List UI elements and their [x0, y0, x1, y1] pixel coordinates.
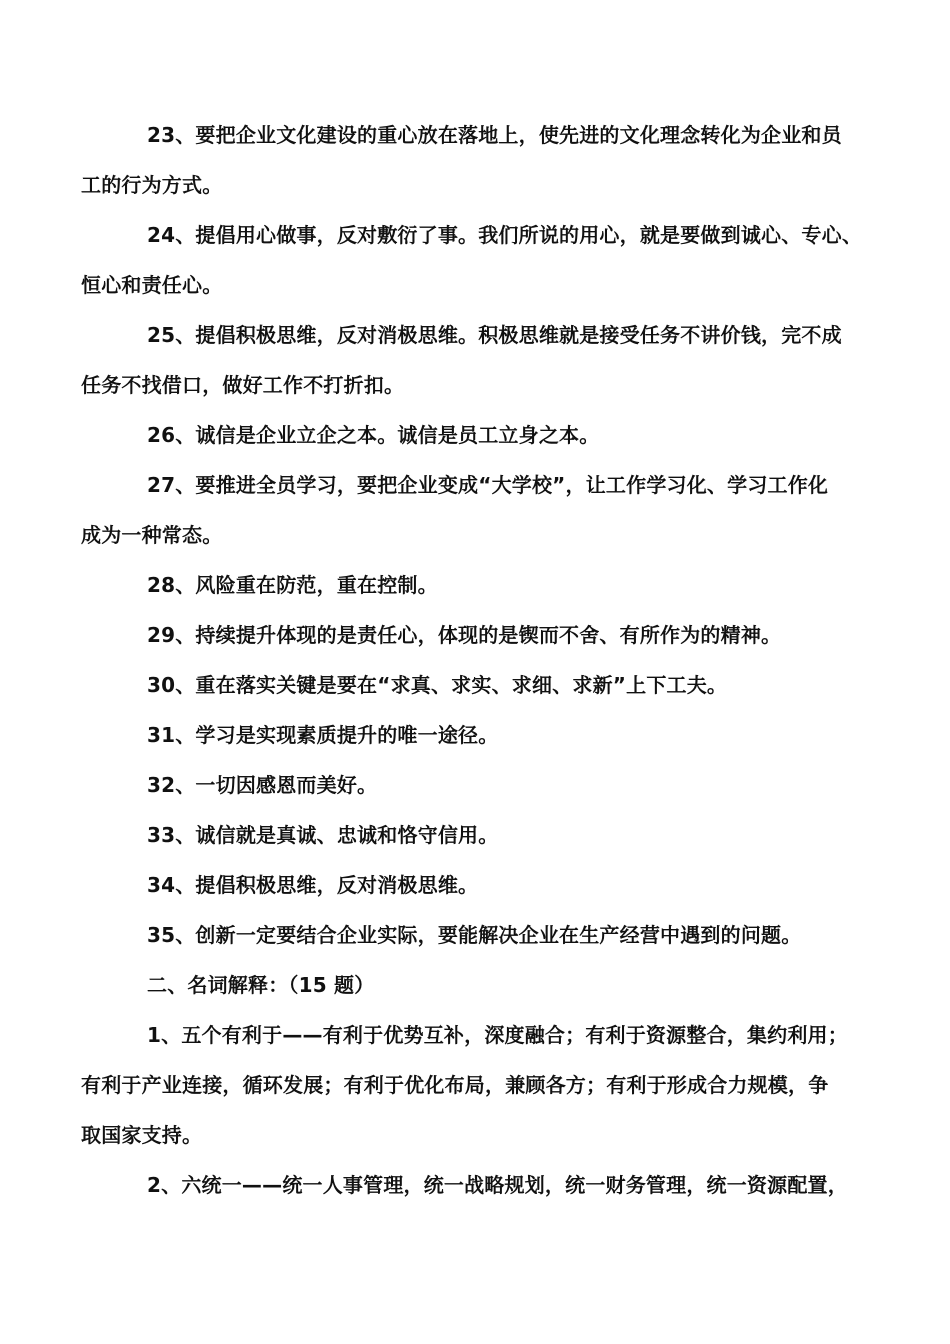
- term-1-line-3: 取国家支持。: [81, 1123, 203, 1147]
- term-1-line-2: 有利于产业连接，循环发展；有利于优化布局，兼顾各方；有利于形成合力规模，争: [81, 1073, 829, 1097]
- paragraph-30: 30、重在落实关键是要在“求真、求实、求细、求新”上下工夫。: [147, 673, 728, 697]
- paragraph-29: 29、持续提升体现的是责任心，体现的是锲而不舍、有所作为的精神。: [147, 623, 782, 647]
- paragraph-35: 35、创新一定要结合企业实际，要能解决企业在生产经营中遇到的问题。: [147, 923, 802, 947]
- paragraph-24-line-1: 24、提倡用心做事，反对敷衍了事。我们所说的用心，就是要做到诚心、专心、: [147, 223, 863, 247]
- paragraph-23-line-1: 23、要把企业文化建设的重心放在落地上，使先进的文化理念转化为企业和员: [147, 123, 842, 147]
- paragraph-23-line-2: 工的行为方式。: [81, 173, 223, 197]
- paragraph-25-line-2: 任务不找借口，做好工作不打折扣。: [81, 373, 405, 397]
- term-1-line-1: 1、五个有利于——有利于优势互补，深度融合；有利于资源整合，集约利用；: [147, 1023, 848, 1047]
- paragraph-33: 33、诚信就是真诚、忠诚和恪守信用。: [147, 823, 499, 847]
- paragraph-24-line-2: 恒心和责任心。: [81, 273, 223, 297]
- paragraph-26: 26、诚信是企业立企之本。诚信是员工立身之本。: [147, 423, 600, 447]
- section-heading: 二、名词解释：（15 题）: [147, 973, 375, 997]
- paragraph-27-line-1: 27、要推进全员学习，要把企业变成“大学校”，让工作学习化、学习工作化: [147, 473, 829, 497]
- paragraph-25-line-1: 25、提倡积极思维，反对消极思维。积极思维就是接受任务不讲价钱，完不成: [147, 323, 842, 347]
- term-2-line-1: 2、六统一——统一人事管理，统一战略规划，统一财务管理，统一资源配置，: [147, 1173, 848, 1197]
- paragraph-27-line-2: 成为一种常态。: [81, 523, 223, 547]
- paragraph-31: 31、学习是实现素质提升的唯一途径。: [147, 723, 499, 747]
- paragraph-28: 28、风险重在防范，重在控制。: [147, 573, 438, 597]
- paragraph-32: 32、一切因感恩而美好。: [147, 773, 378, 797]
- paragraph-34: 34、提倡积极思维，反对消极思维。: [147, 873, 479, 897]
